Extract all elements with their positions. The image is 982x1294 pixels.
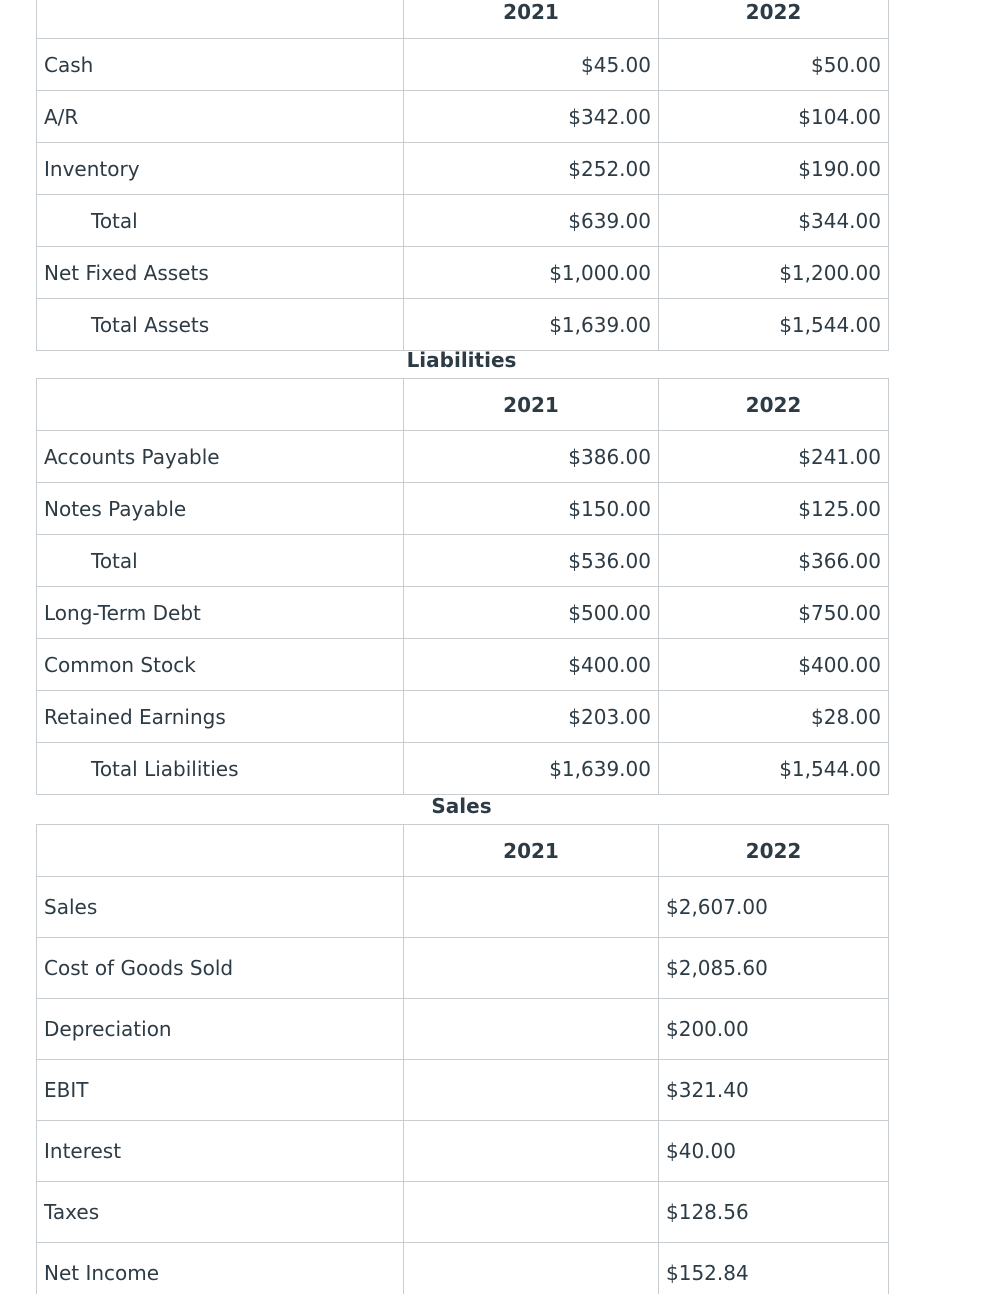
- value-2022: $2,607.00: [659, 877, 889, 938]
- value-2021: [404, 1121, 659, 1182]
- header-blank-cell: [37, 379, 404, 431]
- value-2021: [404, 1182, 659, 1243]
- value-2021: [404, 1243, 659, 1294]
- row-label: Net Fixed Assets: [37, 247, 404, 299]
- value-2021: $150.00: [404, 483, 659, 535]
- table-row: [37, 587, 889, 639]
- table-row: [37, 91, 889, 143]
- value-2022: $200.00: [659, 999, 889, 1060]
- value-2022: $190.00: [659, 143, 889, 195]
- assets-table: [36, 0, 889, 351]
- row-label: Interest: [37, 1121, 404, 1182]
- table-row: [37, 483, 889, 535]
- liabilities-caption: Liabilities: [406, 348, 517, 372]
- row-label: Notes Payable: [37, 483, 404, 535]
- header-year-2021: 2021: [404, 379, 659, 431]
- sales-table: [36, 824, 889, 1294]
- row-label: Net Income: [37, 1243, 404, 1294]
- table-row: [37, 39, 889, 91]
- header-year-2021: 2021: [404, 0, 659, 39]
- value-2021: [404, 938, 659, 999]
- sales-caption: Sales: [431, 794, 492, 818]
- table-row: [37, 877, 889, 938]
- table-row: [37, 195, 889, 247]
- value-2021: [404, 1060, 659, 1121]
- header-blank-cell: [37, 825, 404, 877]
- value-2022: $321.40: [659, 1060, 889, 1121]
- value-2022: $50.00: [659, 39, 889, 91]
- table-row: [37, 691, 889, 743]
- value-2021: $639.00: [404, 195, 659, 247]
- value-2021: [404, 877, 659, 938]
- row-label: Depreciation: [37, 999, 404, 1060]
- row-label: A/R: [37, 91, 404, 143]
- value-2021: $252.00: [404, 143, 659, 195]
- table-header-row: [37, 825, 889, 877]
- value-2022: $750.00: [659, 587, 889, 639]
- value-2021: $386.00: [404, 431, 659, 483]
- value-2022: $1,544.00: [659, 299, 889, 351]
- table-row: [37, 743, 889, 795]
- value-2021: $1,000.00: [404, 247, 659, 299]
- value-2021: $1,639.00: [404, 299, 659, 351]
- value-2021: $500.00: [404, 587, 659, 639]
- value-2021: $1,639.00: [404, 743, 659, 795]
- row-label: Inventory: [37, 143, 404, 195]
- table-row: [37, 247, 889, 299]
- value-2022: $40.00: [659, 1121, 889, 1182]
- table-row: [37, 938, 889, 999]
- header-blank-cell: [37, 0, 404, 39]
- header-year-2022: 2022: [659, 825, 889, 877]
- table-row: [37, 639, 889, 691]
- row-label: Total Liabilities: [37, 743, 404, 795]
- header-year-2022: 2022: [659, 0, 889, 39]
- value-2022: $104.00: [659, 91, 889, 143]
- value-2021: $45.00: [404, 39, 659, 91]
- liabilities-table: [36, 378, 889, 795]
- row-label: Retained Earnings: [37, 691, 404, 743]
- value-2021: $536.00: [404, 535, 659, 587]
- value-2022: $128.56: [659, 1182, 889, 1243]
- row-label: EBIT: [37, 1060, 404, 1121]
- table-row: [37, 1182, 889, 1243]
- row-label: Common Stock: [37, 639, 404, 691]
- value-2022: $366.00: [659, 535, 889, 587]
- table-row: [37, 143, 889, 195]
- value-2022: $400.00: [659, 639, 889, 691]
- table-row: [37, 1060, 889, 1121]
- value-2021: $400.00: [404, 639, 659, 691]
- row-label: Cost of Goods Sold: [37, 938, 404, 999]
- table-header-row: [37, 379, 889, 431]
- value-2022: $1,200.00: [659, 247, 889, 299]
- table-row: [37, 299, 889, 351]
- value-2022: $241.00: [659, 431, 889, 483]
- table-row: [37, 1243, 889, 1294]
- header-year-2021: 2021: [404, 825, 659, 877]
- value-2022: $2,085.60: [659, 938, 889, 999]
- table-header-row: [37, 0, 889, 39]
- value-2022: $1,544.00: [659, 743, 889, 795]
- row-label: Taxes: [37, 1182, 404, 1243]
- value-2022: $125.00: [659, 483, 889, 535]
- value-2022: $344.00: [659, 195, 889, 247]
- row-label: Total: [37, 535, 404, 587]
- value-2021: $342.00: [404, 91, 659, 143]
- row-label: Sales: [37, 877, 404, 938]
- value-2021: $203.00: [404, 691, 659, 743]
- value-2021: [404, 999, 659, 1060]
- row-label: Cash: [37, 39, 404, 91]
- row-label: Accounts Payable: [37, 431, 404, 483]
- table-row: [37, 999, 889, 1060]
- table-row: [37, 535, 889, 587]
- row-label: Long-Term Debt: [37, 587, 404, 639]
- row-label: Total: [37, 195, 404, 247]
- row-label: Total Assets: [37, 299, 404, 351]
- table-row: [37, 431, 889, 483]
- table-row: [37, 1121, 889, 1182]
- value-2022: $28.00: [659, 691, 889, 743]
- header-year-2022: 2022: [659, 379, 889, 431]
- value-2022: $152.84: [659, 1243, 889, 1294]
